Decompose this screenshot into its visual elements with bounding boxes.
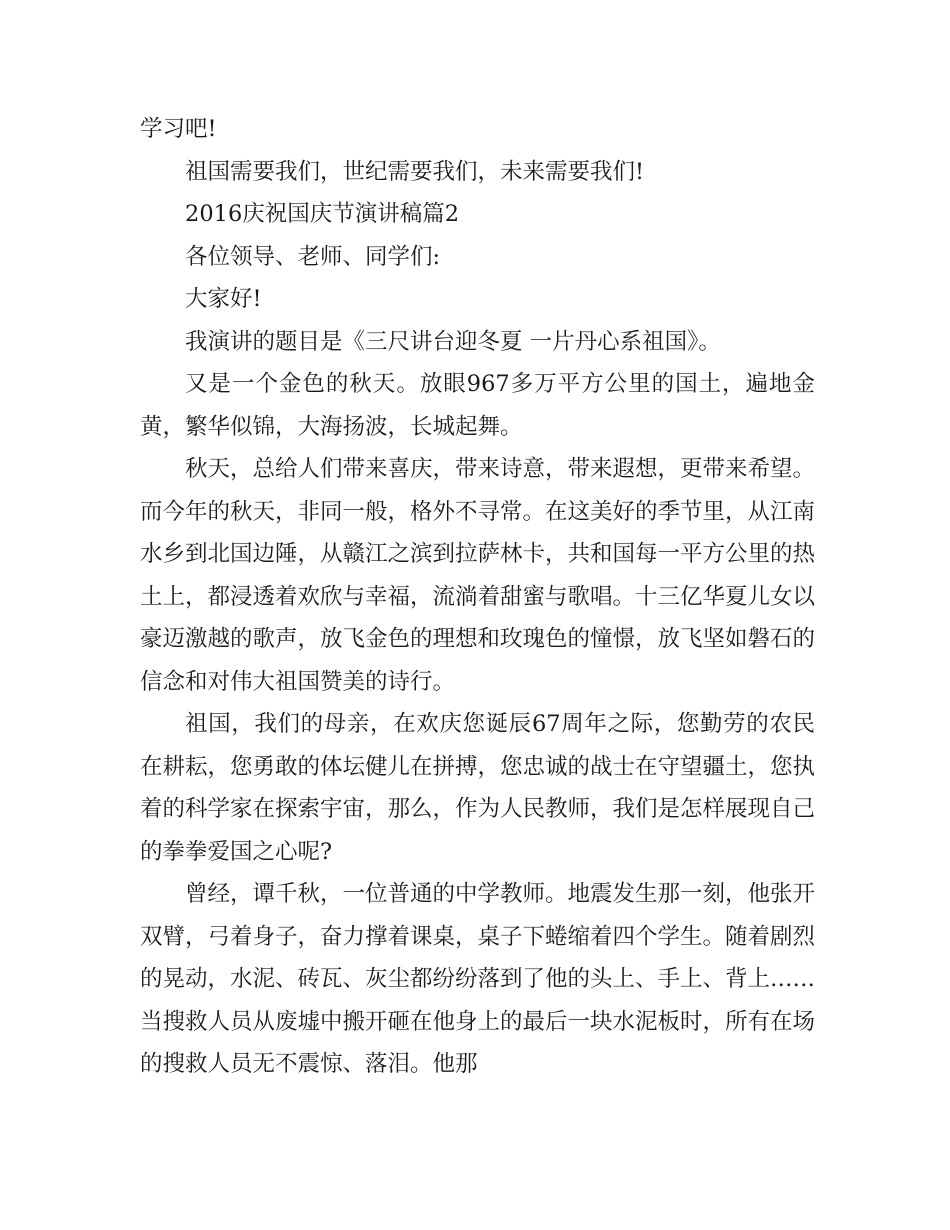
greeting: 大家好! [185,286,262,312]
paragraph-motherland: 祖国，我们的母亲，在欢庆您诞辰67周年之际，您勤劳的农民在耕耘，您勇敢的体坛健儿在拼搏，您忠诚的战士在守望疆土，您执着的科学家在探索宇宙，那么，作为人民教师，我们是怎样展现自己的拳拳爱国之心呢? [140,711,816,865]
section-heading: 2016庆祝国庆节演讲稿篇2 [185,201,460,227]
paragraph-continuation: 学习吧! [140,116,217,142]
paragraph-call-to-action: 祖国需要我们，世纪需要我们，未来需要我们! [185,158,645,185]
document-page [140,108,815,1086]
paragraph-golden-autumn: 又是一个金色的秋天。放眼967多万平方公里的国土，遍地金黄，繁华似锦，大海扬波，长城起舞。 [140,371,815,440]
speech-title-line: 我演讲的题目是《三尺讲台迎冬夏 一片丹心系祖国》。 [185,328,721,355]
paragraph-autumn-hope: 秋天，总给人们带来喜庆，带来诗意，带来遐想，更带来希望。而今年的秋天，非同一般，格外不寻常。在这美好的季节里，从江南水乡到北国边陲，从赣江之滨到拉萨林卡，共和国每一平方公里的热土上，都浸透着欢欣与幸福，流淌着甜蜜与歌唱。十三亿华夏儿女以豪迈激越的歌声，放飞金色的理想和玫瑰色的憧憬，放飞坚如磐石的信念和对伟大祖国赞美的诗行。 [140,456,816,695]
paragraph-tan-qianqiu: 曾经，谭千秋，一位普通的中学教师。地震发生那一刻，他张开双臂，弓着身子，奋力撑着课桌，桌子下蜷缩着四个学生。随着剧烈的晃动，水泥、砖瓦、灰尘都纷纷落到了他的头上、手上、背上……当搜救人员从废墟中搬开砸在他身上的最后一块水泥板时，所有在场的搜救人员无不震惊、落泪。他那 [140,881,816,1077]
salutation: 各位领导、老师、同学们: [185,243,441,270]
